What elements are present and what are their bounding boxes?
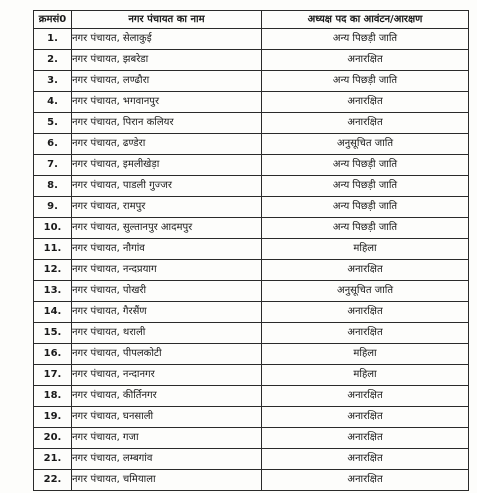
serial-number-cell: 16. [34,344,72,365]
table-row [34,323,469,344]
panchayat-name-cell: नगर पंचायत, लण्ढौरा [72,71,262,92]
panchayat-name-cell: नगर पंचायत, इमलीखेड़ा [72,155,262,176]
serial-number-cell: 7. [34,155,72,176]
table-row [34,197,469,218]
reservation-table [33,10,469,491]
serial-number-cell: 6. [34,134,72,155]
table-row [34,386,469,407]
reservation-cell: अनारक्षित [262,92,469,113]
table-row [34,92,469,113]
serial-number-cell: 14. [34,302,72,323]
panchayat-name-cell: नगर पंचायत, रामपुर [72,197,262,218]
table-row [34,407,469,428]
panchayat-name-cell: नगर पंचायत, घनसाली [72,407,262,428]
reservation-cell: महिला [262,365,469,386]
table-row [34,470,469,491]
reservation-cell: अन्य पिछड़ी जाति [262,218,469,239]
reservation-cell: महिला [262,344,469,365]
reservation-cell: अन्य पिछड़ी जाति [262,176,469,197]
header-panchayat-name: नगर पंचायत का नाम [72,11,262,29]
panchayat-name-cell: नगर पंचायत, लम्बगांव [72,449,262,470]
reservation-cell: अनारक्षित [262,386,469,407]
reservation-cell: अन्य पिछड़ी जाति [262,29,469,50]
reservation-cell: अनारक्षित [262,428,469,449]
panchayat-name-cell: नगर पंचायत, गैरसैंण [72,302,262,323]
panchayat-name-cell: नगर पंचायत, कीर्तिनगर [72,386,262,407]
reservation-cell: अनुसूचित जाति [262,134,469,155]
serial-number-cell: 11. [34,239,72,260]
table-row [34,113,469,134]
panchayat-name-cell: नगर पंचायत, ढण्डेरा [72,134,262,155]
panchayat-name-cell: नगर पंचायत, नन्दप्रयाग [72,260,262,281]
panchayat-name-cell: नगर पंचायत, सुल्तानपुर आदमपुर [72,218,262,239]
table-row [34,449,469,470]
table-row [34,29,469,50]
serial-number-cell: 3. [34,71,72,92]
table-row [34,281,469,302]
reservation-cell: अन्य पिछड़ी जाति [262,71,469,92]
reservation-cell: अनारक्षित [262,449,469,470]
serial-number-cell: 2. [34,50,72,71]
table-row [34,134,469,155]
panchayat-name-cell: नगर पंचायत, सेलाकुई [72,29,262,50]
serial-number-cell: 20. [34,428,72,449]
table-row [34,239,469,260]
table-row [34,50,469,71]
reservation-cell: अनारक्षित [262,113,469,134]
table-header-row [34,11,469,29]
panchayat-name-cell: नगर पंचायत, चमियाला [72,470,262,491]
table-body [34,29,469,491]
panchayat-name-cell: नगर पंचायत, थराली [72,323,262,344]
serial-number-cell: 9. [34,197,72,218]
serial-number-cell: 10. [34,218,72,239]
table-row [34,155,469,176]
panchayat-name-cell: नगर पंचायत, पोखरी [72,281,262,302]
serial-number-cell: 5. [34,113,72,134]
table-row [34,428,469,449]
header-reservation: अध्यक्ष पद का आवंटन/आरक्षण [262,11,469,29]
table-row [34,302,469,323]
panchayat-name-cell: नगर पंचायत, पाडली गुज्जर [72,176,262,197]
panchayat-name-cell: नगर पंचायत, गजा [72,428,262,449]
serial-number-cell: 4. [34,92,72,113]
reservation-cell: अनारक्षित [262,50,469,71]
reservation-cell: अनारक्षित [262,302,469,323]
reservation-cell: अनारक्षित [262,470,469,491]
serial-number-cell: 22. [34,470,72,491]
panchayat-name-cell: नगर पंचायत, पीपलकोटी [72,344,262,365]
reservation-cell: अनुसूचित जाति [262,281,469,302]
panchayat-name-cell: नगर पंचायत, पिरान कलियर [72,113,262,134]
panchayat-name-cell: नगर पंचायत, झबरेडा [72,50,262,71]
table-row [34,344,469,365]
serial-number-cell: 1. [34,29,72,50]
serial-number-cell: 12. [34,260,72,281]
serial-number-cell: 13. [34,281,72,302]
serial-number-cell: 21. [34,449,72,470]
table-row [34,218,469,239]
table-row [34,176,469,197]
serial-number-cell: 15. [34,323,72,344]
reservation-cell: अन्य पिछड़ी जाति [262,197,469,218]
serial-number-cell: 19. [34,407,72,428]
panchayat-name-cell: नगर पंचायत, नन्दानगर [72,365,262,386]
panchayat-name-cell: नगर पंचायत, नौगांव [72,239,262,260]
serial-number-cell: 17. [34,365,72,386]
table-row [34,71,469,92]
reservation-cell: अनारक्षित [262,407,469,428]
header-serial-number: क्रमसं0 [34,11,72,29]
panchayat-name-cell: नगर पंचायत, भगवानपुर [72,92,262,113]
reservation-cell: अनारक्षित [262,323,469,344]
reservation-cell: अन्य पिछड़ी जाति [262,155,469,176]
serial-number-cell: 8. [34,176,72,197]
reservation-cell: महिला [262,239,469,260]
table-row [34,260,469,281]
reservation-cell: अनारक्षित [262,260,469,281]
table-row [34,365,469,386]
serial-number-cell: 18. [34,386,72,407]
